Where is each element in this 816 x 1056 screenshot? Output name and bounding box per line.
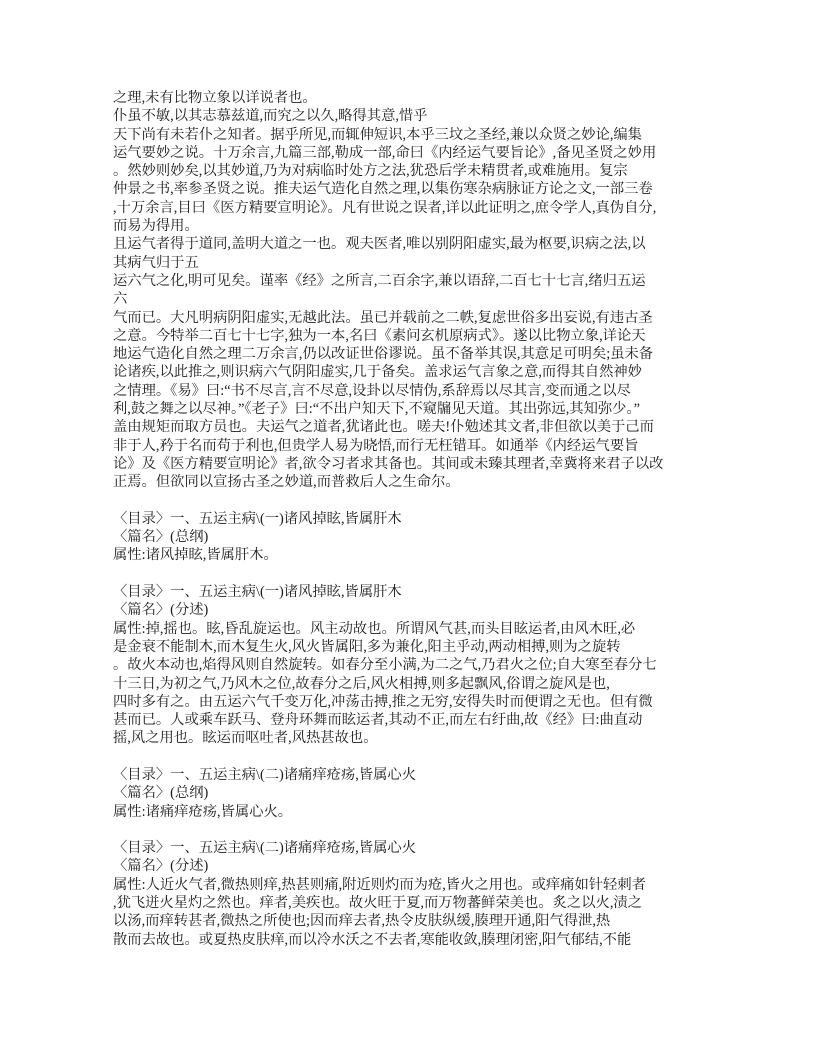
text-line: 属性:诸痛痒疮疡,皆属心火。 (113, 803, 293, 820)
text-line: 运气要妙之说。十万余言,九篇三部,勒成一部,命曰《内经运气要旨论》,备见圣贤之妙用 (113, 144, 657, 161)
text-line: 散而去故也。或夏热皮肤痒,而以冷水沃之不去者,寒能收敛,腠理闭密,阳气郁结,不能 (113, 931, 632, 948)
text-line: 天下尚有未若仆之知者。据乎所见,而辄伸短识,本乎三坟之圣经,兼以众贤之妙论,编集 (113, 126, 642, 143)
text-line: 四时多有之。由五运六气千变万化,冲荡击搏,推之无穷,安得失时而便谓之无也。但有微 (113, 693, 653, 710)
section-header-line: 〈目录〉一、五运主病\(二)诸痛痒疮疡,皆属心火 (113, 766, 417, 783)
section-header-line: 〈篇名〉(分述) (113, 858, 209, 875)
text-line: 地运气造化自然之理二万余言,仍以改证世俗谬说。虽不备举其误,其意足可明矣;虽未备 (113, 346, 654, 363)
section-header-line: 〈目录〉一、五运主病\(一)诸风掉眩,皆属肝木 (113, 584, 402, 601)
text-line: 。故火本动也,焰得风则自然旋转。如春分至小满,为二之气,乃君火之位;自大寒至春分七 (113, 657, 657, 674)
section-header-line: 〈目录〉一、五运主病\(二)诸痛痒疮疡,皆属心火 (113, 840, 417, 857)
section-header-line: 〈篇名〉(分述) (113, 602, 209, 619)
text-line: ,犹飞迸火星灼之然也。痒者,美疾也。故火旺于夏,而万物蕃鲜荣美也。炙之以火,渍之 (113, 895, 642, 912)
section-header-line: 〈篇名〉(总纲) (113, 529, 209, 546)
text-line: 而易为得用。 (113, 218, 199, 235)
block-section-2-outline (113, 766, 773, 821)
document-content (113, 89, 773, 949)
text-line: 属性:掉,摇也。眩,昏乱旋运也。风主动故也。所谓风气甚,而头目眩运者,由风木旺,必 (113, 620, 636, 637)
text-line: 甚而已。人或乘车跃马、登舟环舞而眩运者,其动不正,而左右纡曲,故《经》曰:曲直动 (113, 712, 643, 729)
text-line: 以汤,而痒转甚者,微热之所使也;因而痒去者,热令皮肤纵缓,腠理开通,阳气得泄,热 (113, 913, 611, 930)
text-line: 仆虽不敏,以其志慕兹道,而究之以久,略得其意,惜乎 (113, 108, 428, 125)
text-line: 属性:人近火气者,微热则痒,热甚则痛,附近则灼而为疮,皆火之用也。或痒痛如针轻刺者 (113, 876, 646, 893)
text-line: ,十万余言,目曰《医方精要宣明论》。凡有世说之误者,详以此证明之,庶令学人,真伪自分, (113, 199, 657, 216)
block-section-1-outline (113, 510, 773, 565)
text-line: 正焉。但欲同以宣扬古圣之妙道,而普救后人之生命尔。 (113, 474, 460, 491)
block-section-1-detail (113, 583, 773, 748)
text-line: 且运气者得于道同,盖明大道之一也。观夫医者,唯以别阴阳虚实,最为枢要,识病之法,以 (113, 236, 646, 253)
text-line: 属性:诸风掉眩,皆属肝木。 (113, 547, 278, 564)
text-line: 其病气归于五 (113, 254, 199, 271)
text-line: 气而已。大凡明病阴阳虚实,无越此法。虽已并载前之二帙,复虑世俗多出妄说,有违古圣 (113, 309, 653, 326)
text-line: 之理,未有比物立象以详说者也。 (113, 90, 317, 106)
text-line: 是金衰不能制木,而木复生火,风火皆属阳,多为兼化,阳主乎动,两动相搏,则为之旋转 (113, 638, 621, 655)
block-preface (113, 89, 773, 492)
text-line: 六 (113, 291, 128, 308)
block-section-2-detail (113, 839, 773, 949)
text-line: 摇,风之用也。眩运而呕吐者,风热甚故也。 (113, 730, 378, 747)
text-line: 之意。今特举二百七十七字,独为一本,名曰《素问玄机原病式》。遂以比物立象,详论天 (113, 327, 646, 344)
text-line: 非于人,矜于名而苟于利也,但贵学人易为晓悟,而行无枉错耳。如通举《内经运气要旨 (113, 437, 639, 454)
section-header-line: 〈目录〉一、五运主病\(一)诸风掉眩,皆属肝木 (113, 510, 402, 527)
section-header-line: 〈篇名〉(总纲) (113, 785, 209, 802)
text-line: 利,鼓之舞之以尽神。”《老子》曰:“不出户知天下,不窥牖见天道。其出弥远,其知弥少。” (113, 401, 640, 418)
text-line: 十三日,为初之气,乃风木之位,故春分之后,风火相搏,则多起飘风,俗谓之旋风是也, (113, 675, 610, 692)
text-line: 论诸疾,以此推之,则识病六气阴阳虚实,几于备矣。盖求运气言象之意,而得其自然神妙 (113, 364, 642, 381)
text-line: 仲景之书,率参圣贤之说。推夫运气造化自然之理,以集伤寒杂病脉证方论之文,一部三卷 (113, 181, 653, 198)
text-line: 论》及《医方精要宣明论》者,欲令习者求其备也。其间或未臻其理者,幸冀将来君子以改 (113, 455, 664, 472)
text-line: 之情理。《易》曰:“书不尽言,言不尽意,设卦以尽情伪,系辞焉以尽其言,变而通之以尽 (113, 382, 631, 399)
text-line: 运六气之化,明可见矣。谨率《经》之所言,二百余字,兼以语辞,二百七十七言,绪归五运 (113, 272, 646, 289)
text-line: 盖由规矩而取方员也。夫运气之道者,犹诸此也。嗟夫!仆勉述其文者,非但欲以美于己而 (113, 419, 654, 436)
text-line: 。然妙则妙矣,以其妙道,乃为对病临时处方之法,犹恐后学未精贯者,或难施用。复宗 (113, 163, 628, 180)
